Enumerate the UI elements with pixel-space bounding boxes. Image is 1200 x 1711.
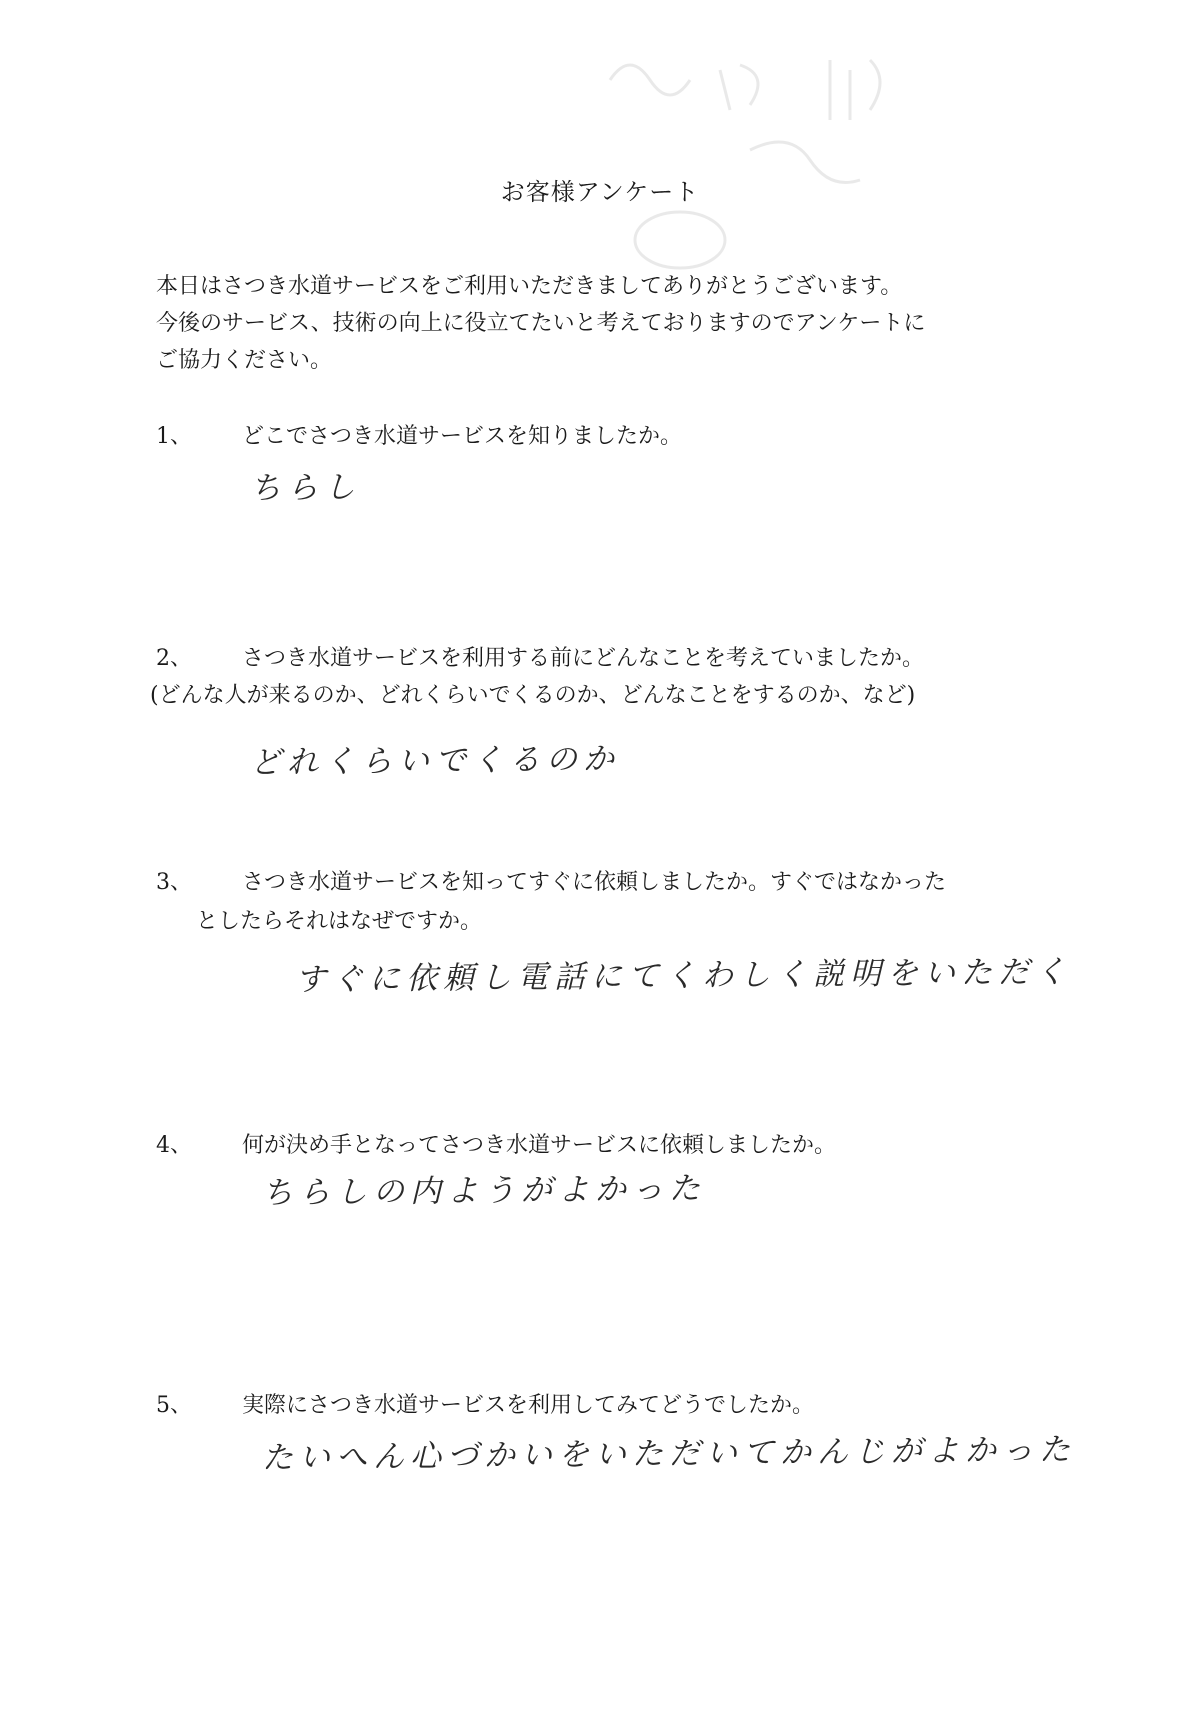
question-number: 3、	[156, 870, 192, 895]
question-text: 何が決め手となってさつき水道サービスに依頼しましたか。	[242, 1133, 837, 1158]
answer-3: すぐに依頼し電話にてくわしく説明をいただく	[294, 953, 1073, 999]
intro-text	[156, 268, 1056, 379]
question-3	[156, 864, 946, 901]
page-title: お客様アンケート	[500, 178, 700, 206]
faint-stamp-marks	[600, 40, 930, 280]
question-2	[156, 640, 924, 677]
intro-line: 今後のサービス、技術の向上に役立てたいと考えておりますのでアンケートに	[156, 311, 926, 336]
question-number: 5、	[156, 1393, 192, 1418]
question-text: さつき水道サービスを利用する前にどんなことを考えていましたか。	[242, 646, 925, 671]
question-number: 4、	[156, 1133, 192, 1158]
question-text: どこでさつき水道サービスを知りましたか。	[242, 424, 683, 449]
question-4	[156, 1127, 836, 1164]
question-3-line2: としたらそれはなぜですか。	[196, 909, 483, 934]
question-number: 2、	[156, 646, 192, 671]
question-5	[156, 1387, 814, 1424]
intro-line: 本日はさつき水道サービスをご利用いただきましてありがとうございます。	[156, 274, 903, 299]
intro-line: ご協力ください。	[156, 348, 333, 373]
question-text: 実際にさつき水道サービスを利用してみてどうでしたか。	[242, 1393, 815, 1418]
question-number: 1、	[156, 424, 192, 449]
question-text: さつき水道サービスを知ってすぐに依頼しましたか。すぐではなかった	[242, 870, 947, 895]
question-1	[156, 418, 682, 455]
question-2-note: (どんな人が来るのか、どれくらいでくるのか、どんなことをするのか、など)	[150, 683, 916, 708]
answer-5: たいへん心づかいをいただいてかんじがよかった	[261, 1431, 1077, 1477]
answer-1: ちらし	[249, 469, 362, 507]
answer-2: どれくらいでくるのか	[249, 741, 621, 781]
answer-4: ちらしの内ようがよかった	[261, 1170, 707, 1212]
